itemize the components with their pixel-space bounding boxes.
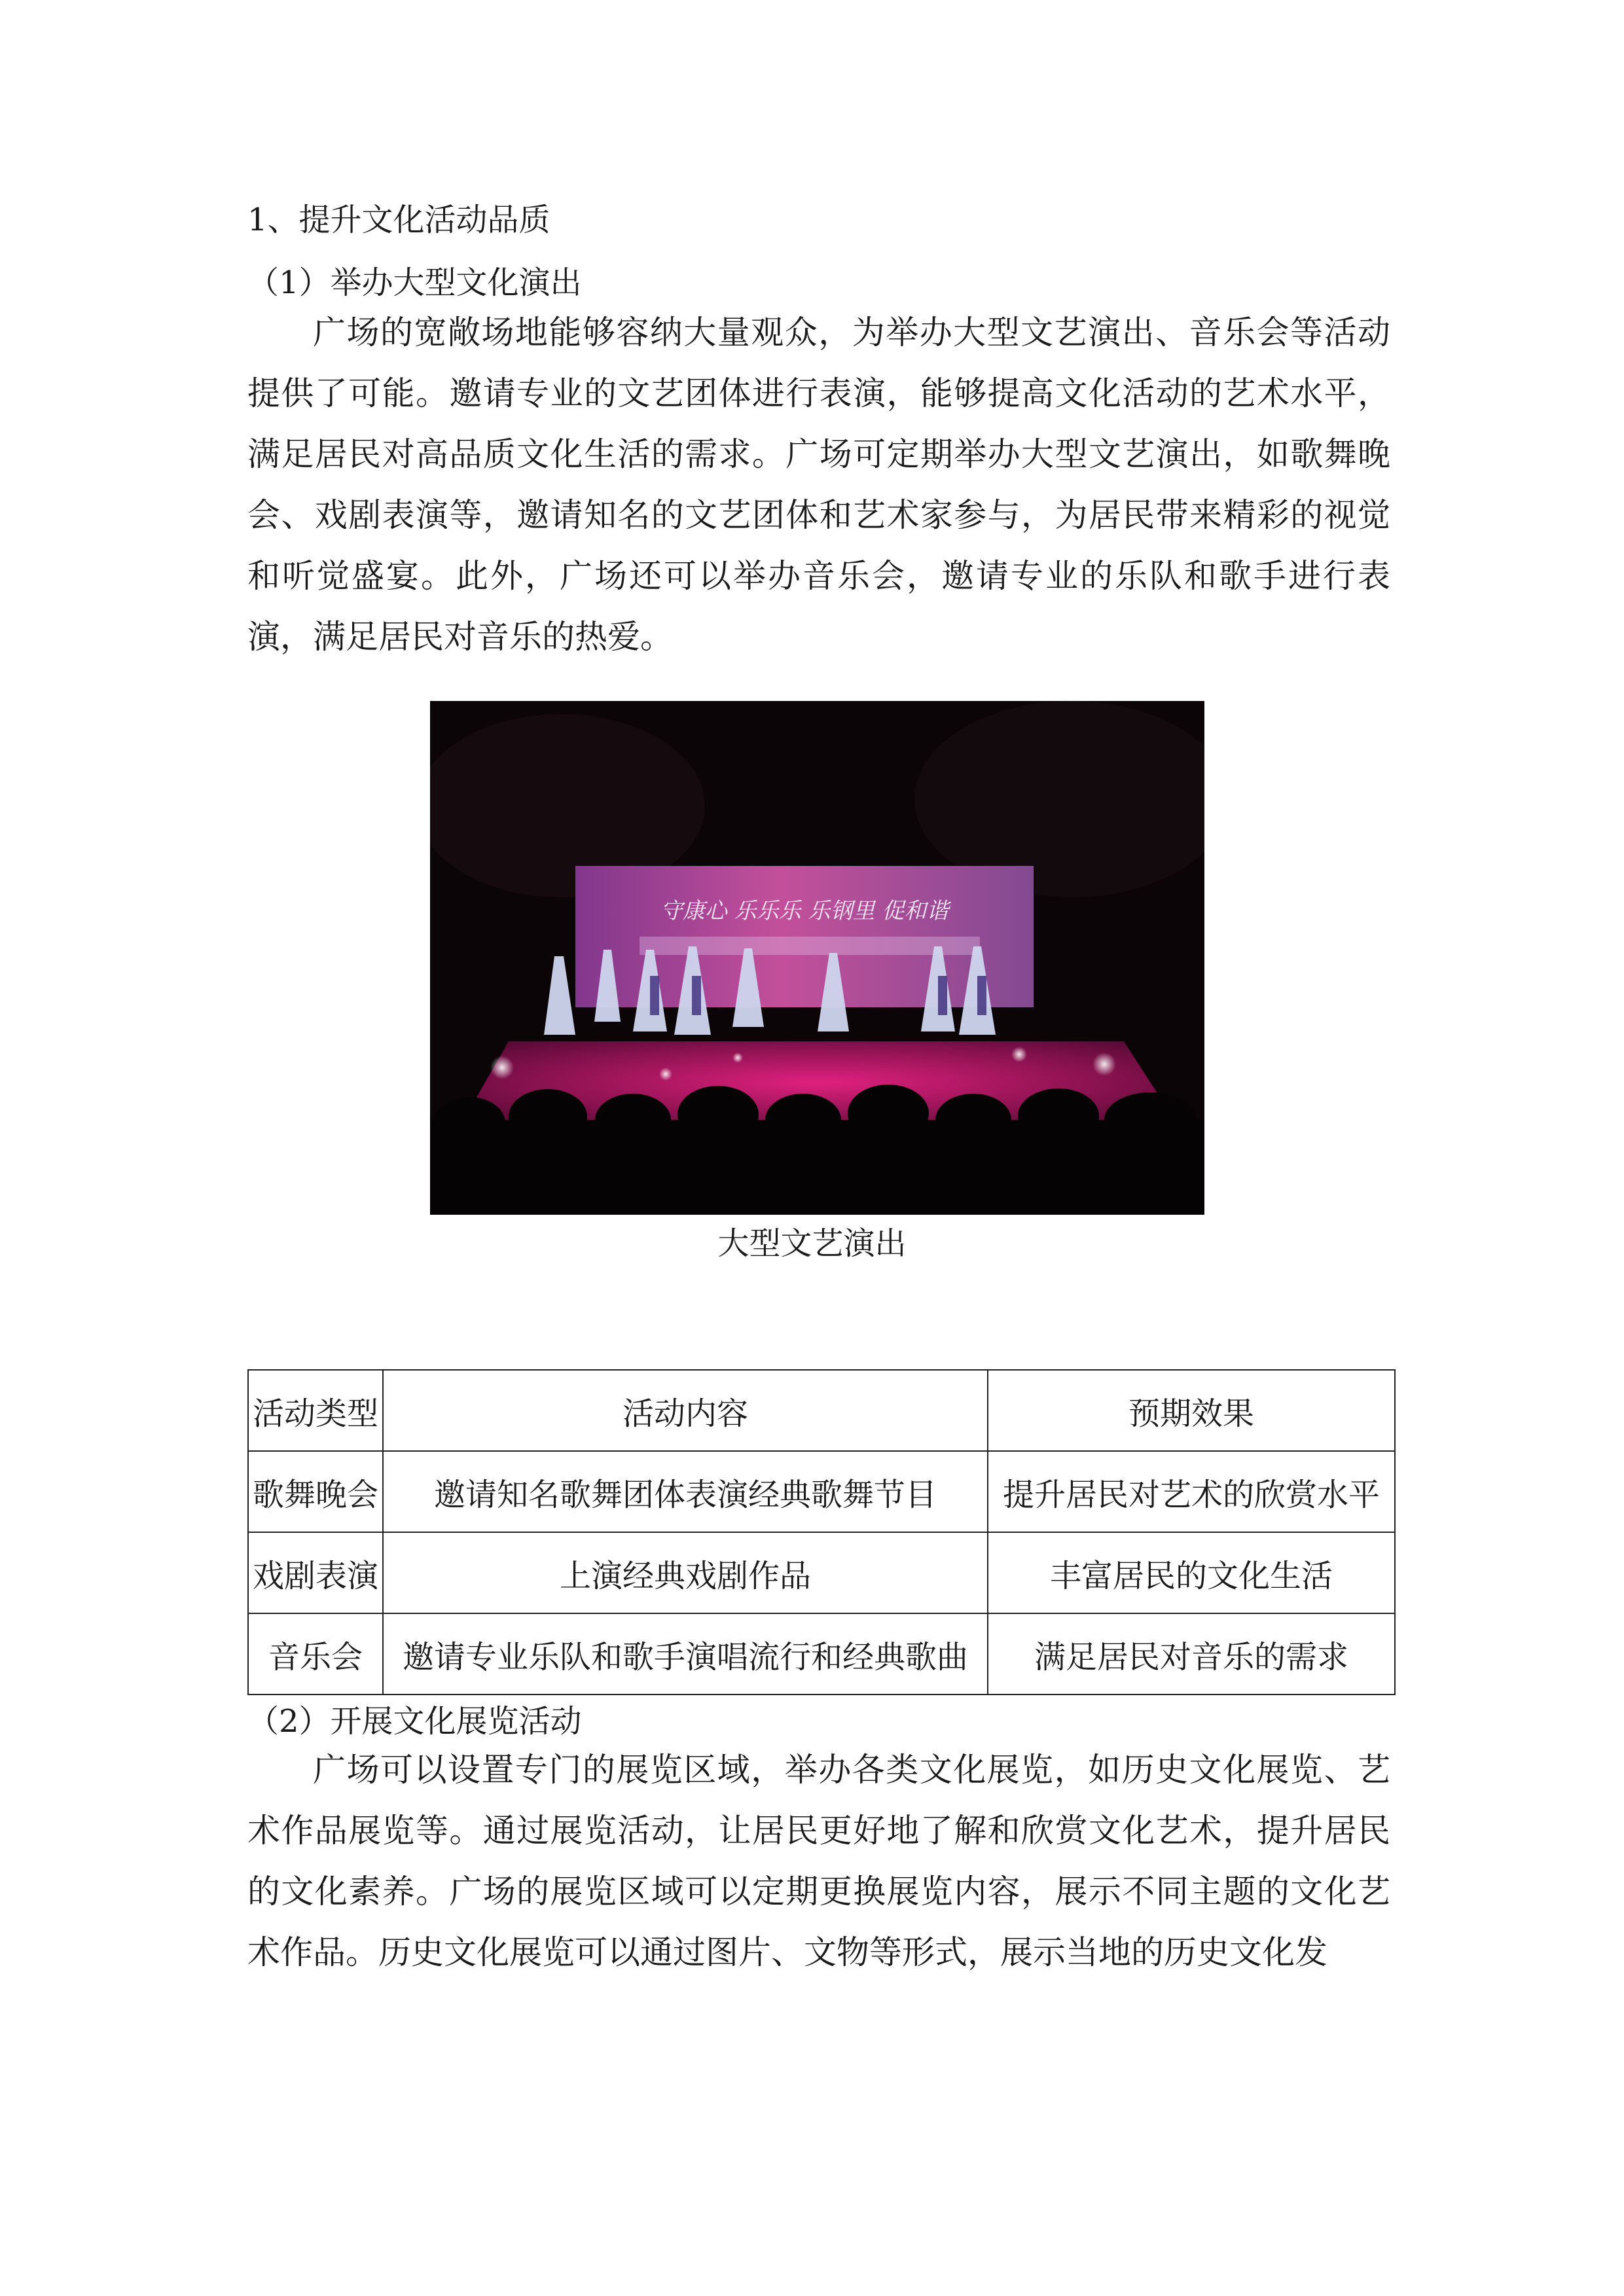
section-1-paragraph: 广场的宽敞场地能够容纳大量观众，为举办大型文艺演出、音乐会等活动提供了可能。邀请专业的文艺团体进行表演，能够提高文化活动的艺术水平，满足居民对高品质文化生活的需求。广场可定期举办大型文艺演出，如歌舞晚会、戏剧表演等，邀请知名的文艺团体和艺术家参与，为居民带来精彩的视觉和听觉盛宴。此外，广场还可以举办音乐会，邀请专业的乐队和歌手进行表演，满足居民对音乐的热爱。	[247, 314, 1390, 656]
header-cell: 活动内容	[383, 1370, 988, 1451]
table-cell: 音乐会	[248, 1613, 383, 1695]
table-cell: 邀请专业乐队和歌手演唱流行和经典歌曲	[383, 1613, 988, 1695]
section-2-paragraph: 广场可以设置专门的展览区域，举办各类文化展览，如历史文化展览、艺术作品展览等。通过展览活动，让居民更好地了解和欣赏文化艺术，提升居民的文化素养。广场的展览区域可以定期更换展览内容，展示不同主题的文化艺术作品。历史文化展览可以通过图片、文物等形式，展示当地的历史文化发	[247, 1751, 1390, 1971]
banner-text: 守康心 乐乐乐 乐钢里 促和谐	[660, 898, 949, 924]
table-row	[248, 1451, 1395, 1532]
table-cell: 丰富居民的文化生活	[988, 1532, 1395, 1613]
heading-1: 1、提升文化活动品质	[247, 202, 550, 238]
table-row	[248, 1613, 1395, 1695]
table-cell: 戏剧表演	[248, 1532, 383, 1613]
table-header-row	[248, 1370, 1395, 1451]
table-cell: 歌舞晚会	[248, 1451, 383, 1532]
table-cell: 提升居民对艺术的欣赏水平	[988, 1451, 1395, 1532]
header-cell: 预期效果	[988, 1370, 1395, 1451]
section-2-title: （2）开展文化展览活动	[247, 1703, 582, 1740]
table-cell: 上演经典戏剧作品	[383, 1532, 988, 1613]
table-cell: 满足居民对音乐的需求	[988, 1613, 1395, 1695]
figure-caption: 大型文艺演出	[717, 1225, 907, 1262]
activities-table	[247, 1369, 1396, 1695]
table-cell: 邀请知名歌舞团体表演经典歌舞节目	[383, 1451, 988, 1532]
section-1-title: （1）举办大型文化演出	[247, 264, 582, 301]
performance-photo	[430, 701, 1204, 1215]
table-row	[248, 1532, 1395, 1613]
header-cell: 活动类型	[248, 1370, 383, 1451]
